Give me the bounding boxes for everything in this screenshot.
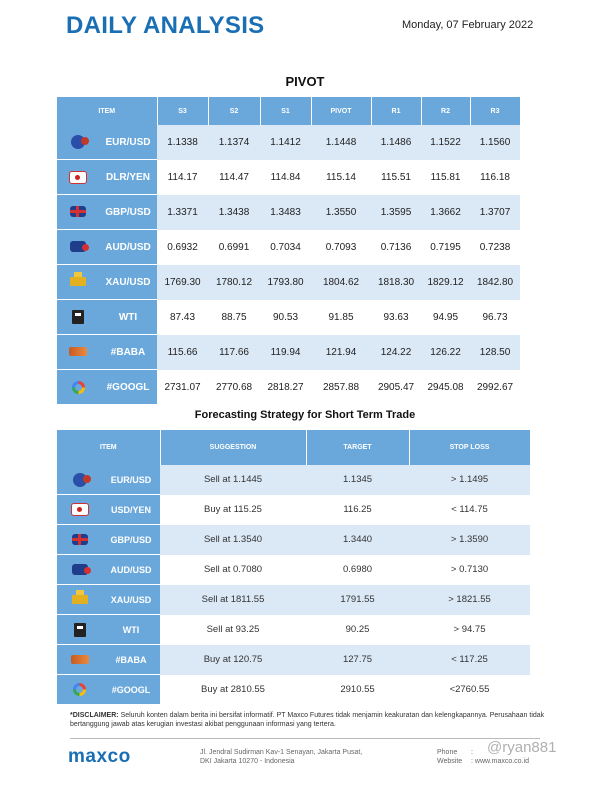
disclaimer-text: Seluruh konten dalam berita ini bersifat informatif. PT Maxco Futures tidak menjamin keakuratan dan kelengkapannya. Perusahaan tidak bertanggung jawab atas kerugian investasi akibat penggunaan informasi yang tertera. — [70, 712, 545, 728]
pivot-header-s2: S2 — [208, 97, 260, 125]
forecast-row-icon-cell — [57, 675, 102, 705]
pivot-value-r1: 93.63 — [371, 300, 421, 335]
pivot-row — [57, 160, 520, 195]
website-link[interactable]: : www.maxco.co.id — [471, 758, 529, 765]
pivot-value-s1: 0.7034 — [260, 230, 311, 265]
gbp-usd-flag-icon — [70, 206, 86, 217]
eur-usd-flag-icon — [73, 473, 87, 487]
forecast-header-target: TARGET — [306, 430, 409, 465]
forecast-row-icon-cell — [57, 495, 102, 525]
pivot-value-r1: 1.3595 — [371, 195, 421, 230]
forecast-stop-loss: <2760.55 — [409, 675, 530, 705]
pivot-symbol: EUR/USD — [99, 125, 157, 160]
forecast-target: 1791.55 — [306, 585, 409, 615]
forecast-suggestion: Sell at 0.7080 — [160, 555, 306, 585]
aud-usd-flag-icon — [70, 241, 86, 252]
forecast-stop-loss: > 1821.55 — [409, 585, 530, 615]
pivot-value-s3: 1.3371 — [157, 195, 208, 230]
pivot-value-s3: 2731.07 — [157, 370, 208, 405]
pivot-value-s3: 115.66 — [157, 335, 208, 370]
pivot-symbol: #BABA — [99, 335, 157, 370]
pivot-value-r1: 115.51 — [371, 160, 421, 195]
alibaba-logo-icon — [71, 655, 89, 664]
pivot-symbol: AUD/USD — [99, 230, 157, 265]
disclaimer-label: *DISCLAIMER: — [70, 712, 119, 719]
pivot-header-s3: S3 — [157, 97, 208, 125]
forecast-target: 1.1345 — [306, 465, 409, 495]
forecast-header-item: ITEM — [57, 430, 160, 465]
pivot-value-pivot: 0.7093 — [311, 230, 371, 265]
report-date: Monday, 07 February 2022 — [402, 19, 534, 31]
pivot-value-s3: 87.43 — [157, 300, 208, 335]
wti-oil-icon — [72, 310, 84, 324]
pivot-value-r1: 2905.47 — [371, 370, 421, 405]
pivot-value-s2: 1.3438 — [208, 195, 260, 230]
forecast-target: 2910.55 — [306, 675, 409, 705]
forecast-stop-loss: > 0.7130 — [409, 555, 530, 585]
pivot-row — [57, 300, 520, 335]
forecast-target: 0.6980 — [306, 555, 409, 585]
forecast-suggestion: Sell at 1.3540 — [160, 525, 306, 555]
pivot-value-s3: 114.17 — [157, 160, 208, 195]
pivot-symbol: XAU/USD — [99, 265, 157, 300]
pivot-table — [57, 97, 521, 405]
forecast-header-stop-loss: STOP LOSS — [409, 430, 530, 465]
pivot-header-r1: R1 — [371, 97, 421, 125]
forecast-target: 127.75 — [306, 645, 409, 675]
pivot-row-icon-cell — [57, 125, 99, 160]
forecast-row — [57, 615, 530, 645]
forecast-row — [57, 585, 530, 615]
pivot-value-s1: 1.3483 — [260, 195, 311, 230]
pivot-value-pivot: 115.14 — [311, 160, 371, 195]
disclaimer — [70, 711, 560, 729]
forecast-row-icon-cell — [57, 525, 102, 555]
pivot-value-r1: 0.7136 — [371, 230, 421, 265]
pivot-value-s2: 2770.68 — [208, 370, 260, 405]
footer-divider — [70, 738, 540, 739]
gold-bar-icon — [72, 595, 88, 604]
pivot-value-pivot: 1.3550 — [311, 195, 371, 230]
forecast-symbol: GBP/USD — [102, 525, 160, 555]
page-title: DAILY ANALYSIS — [66, 12, 265, 39]
forecast-target: 116.25 — [306, 495, 409, 525]
forecast-symbol: EUR/USD — [102, 465, 160, 495]
eur-usd-flag-icon — [71, 135, 85, 149]
forecast-suggestion: Buy at 2810.55 — [160, 675, 306, 705]
pivot-value-s1: 119.94 — [260, 335, 311, 370]
pivot-value-pivot: 121.94 — [311, 335, 371, 370]
forecast-header-suggestion: SUGGESTION — [160, 430, 306, 465]
pivot-value-r3: 116.18 — [470, 160, 520, 195]
pivot-row-icon-cell — [57, 335, 99, 370]
company-address — [200, 748, 362, 766]
pivot-value-s2: 1780.12 — [208, 265, 260, 300]
gbp-usd-flag-icon — [72, 534, 88, 545]
pivot-value-s2: 88.75 — [208, 300, 260, 335]
forecast-row — [57, 465, 530, 495]
phone-label: Phone — [437, 749, 458, 756]
forecast-symbol: AUD/USD — [102, 555, 160, 585]
alibaba-logo-icon — [69, 347, 87, 356]
pivot-value-r2: 1.1522 — [421, 125, 470, 160]
pivot-header-s1: S1 — [260, 97, 311, 125]
pivot-row — [57, 195, 520, 230]
pivot-value-pivot: 1.1448 — [311, 125, 371, 160]
pivot-value-s1: 90.53 — [260, 300, 311, 335]
forecast-suggestion: Sell at 1.1445 — [160, 465, 306, 495]
usd-jpy-flag-icon — [69, 171, 87, 184]
pivot-header-item: ITEM — [57, 97, 157, 125]
pivot-row — [57, 125, 520, 160]
pivot-symbol: DLR/YEN — [99, 160, 157, 195]
pivot-value-s1: 2818.27 — [260, 370, 311, 405]
forecast-row — [57, 525, 530, 555]
pivot-row-icon-cell — [57, 195, 99, 230]
forecast-row-icon-cell — [57, 645, 102, 675]
google-logo-icon — [73, 683, 86, 696]
watermark: @ryan881 — [487, 739, 557, 756]
pivot-header-r2: R2 — [421, 97, 470, 125]
forecast-target: 90.25 — [306, 615, 409, 645]
pivot-value-r3: 1.1560 — [470, 125, 520, 160]
pivot-value-s1: 114.84 — [260, 160, 311, 195]
forecast-symbol: #BABA — [102, 645, 160, 675]
forecast-symbol: #GOOGL — [102, 675, 160, 705]
forecast-target: 1.3440 — [306, 525, 409, 555]
address-line-1: Jl. Jendral Sudirman Kav-1 Senayan, Jakarta Pusat, — [200, 749, 363, 756]
forecast-row — [57, 495, 530, 525]
forecast-stop-loss: > 94.75 — [409, 615, 530, 645]
forecast-stop-loss: < 114.75 — [409, 495, 530, 525]
forecast-row-icon-cell — [57, 555, 102, 585]
pivot-value-s3: 0.6932 — [157, 230, 208, 265]
pivot-row-icon-cell — [57, 370, 99, 405]
forecast-row-icon-cell — [57, 615, 102, 645]
pivot-value-pivot: 91.85 — [311, 300, 371, 335]
forecast-stop-loss: > 1.3590 — [409, 525, 530, 555]
gold-bar-icon — [70, 277, 86, 286]
pivot-value-r3: 96.73 — [470, 300, 520, 335]
phone-value: : — [471, 749, 473, 756]
pivot-value-pivot: 1804.62 — [311, 265, 371, 300]
pivot-value-s3: 1769.30 — [157, 265, 208, 300]
pivot-symbol: #GOOGL — [99, 370, 157, 405]
usd-jpy-flag-icon — [71, 503, 89, 516]
google-logo-icon — [72, 381, 85, 394]
pivot-value-r1: 1818.30 — [371, 265, 421, 300]
wti-oil-icon — [74, 623, 86, 637]
forecast-suggestion: Sell at 93.25 — [160, 615, 306, 645]
pivot-row — [57, 265, 520, 300]
forecast-suggestion: Buy at 120.75 — [160, 645, 306, 675]
pivot-value-r2: 115.81 — [421, 160, 470, 195]
pivot-value-s2: 114.47 — [208, 160, 260, 195]
pivot-value-r2: 1.3662 — [421, 195, 470, 230]
forecast-stop-loss: < 117.25 — [409, 645, 530, 675]
forecast-symbol: XAU/USD — [102, 585, 160, 615]
forecast-row — [57, 645, 530, 675]
pivot-value-r3: 1.3707 — [470, 195, 520, 230]
aud-usd-flag-icon — [72, 564, 88, 575]
pivot-symbol: GBP/USD — [99, 195, 157, 230]
pivot-header-r3: R3 — [470, 97, 520, 125]
pivot-row-icon-cell — [57, 265, 99, 300]
pivot-value-r3: 128.50 — [470, 335, 520, 370]
pivot-value-s2: 1.1374 — [208, 125, 260, 160]
pivot-value-r1: 124.22 — [371, 335, 421, 370]
forecast-suggestion: Sell at 1811.55 — [160, 585, 306, 615]
pivot-row-icon-cell — [57, 300, 99, 335]
forecast-table — [57, 430, 531, 705]
pivot-value-r2: 2945.08 — [421, 370, 470, 405]
pivot-row — [57, 370, 520, 405]
pivot-row — [57, 335, 520, 370]
pivot-value-s1: 1793.80 — [260, 265, 311, 300]
pivot-section-title: PIVOT — [285, 74, 325, 89]
forecast-row-icon-cell — [57, 585, 102, 615]
pivot-value-s2: 117.66 — [208, 335, 260, 370]
pivot-symbol: WTI — [99, 300, 157, 335]
pivot-value-r2: 126.22 — [421, 335, 470, 370]
pivot-value-s1: 1.1412 — [260, 125, 311, 160]
forecast-row-icon-cell — [57, 465, 102, 495]
pivot-value-pivot: 2857.88 — [311, 370, 371, 405]
forecast-symbol: USD/YEN — [102, 495, 160, 525]
pivot-value-r2: 1829.12 — [421, 265, 470, 300]
forecast-suggestion: Buy at 115.25 — [160, 495, 306, 525]
forecast-row — [57, 675, 530, 705]
address-line-2: DKI Jakarta 10270 - Indonesia — [200, 758, 295, 765]
pivot-row-icon-cell — [57, 230, 99, 265]
pivot-header-pivot: PIVOT — [311, 97, 371, 125]
forecast-stop-loss: > 1.1495 — [409, 465, 530, 495]
forecast-symbol: WTI — [102, 615, 160, 645]
pivot-value-r1: 1.1486 — [371, 125, 421, 160]
pivot-value-r3: 0.7238 — [470, 230, 520, 265]
pivot-value-r2: 94.95 — [421, 300, 470, 335]
maxco-logo: maxco — [68, 746, 131, 767]
pivot-row-icon-cell — [57, 160, 99, 195]
pivot-value-s3: 1.1338 — [157, 125, 208, 160]
website-label: Website — [437, 758, 463, 765]
pivot-value-r3: 1842.80 — [470, 265, 520, 300]
pivot-value-r3: 2992.67 — [470, 370, 520, 405]
pivot-row — [57, 230, 520, 265]
forecast-row — [57, 555, 530, 585]
pivot-value-s2: 0.6991 — [208, 230, 260, 265]
forecast-section-title: Forecasting Strategy for Short Term Trade — [194, 409, 416, 421]
pivot-value-r2: 0.7195 — [421, 230, 470, 265]
